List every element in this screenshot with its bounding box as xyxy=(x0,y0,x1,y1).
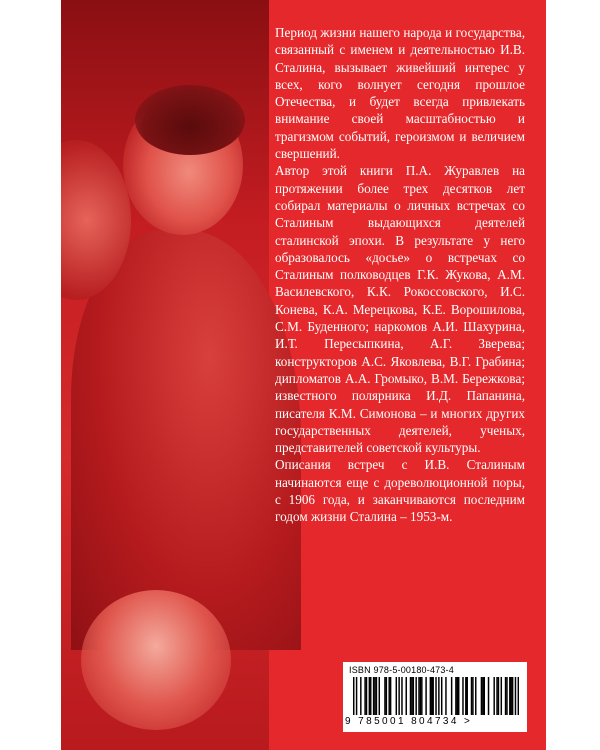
barcode-bar xyxy=(457,677,458,715)
barcode-bar xyxy=(493,677,494,715)
barcode-bar xyxy=(484,677,485,715)
barcode-bar xyxy=(471,677,472,715)
barcode-bar xyxy=(438,677,439,715)
barcode-bar xyxy=(475,677,476,715)
barcode-bar xyxy=(420,677,421,715)
barcode-bar xyxy=(431,677,432,715)
barcode-bar xyxy=(356,677,357,715)
barcode-bar xyxy=(451,677,452,715)
barcode-bar xyxy=(430,677,431,715)
annotation-paragraph-1: Период жизни нашего народа и государства, связанный с именем и деятельностью И.В. Сталина, вызывает живейший интерес у всех, кого волнует сегодня прошлое Отечества, и будет всегда привлекать внимание своей масштабностью и трагизмом событий, героизмом и величием свершений. xyxy=(275,25,525,162)
barcode-bar xyxy=(462,677,463,715)
photo-hands xyxy=(81,590,231,730)
barcode-bar xyxy=(465,677,466,715)
annotation-text xyxy=(275,24,525,526)
barcode-bar xyxy=(496,677,497,715)
barcode-bar xyxy=(364,677,365,715)
barcode-bar xyxy=(506,677,507,715)
barcode-bar xyxy=(498,677,499,715)
barcode-bar xyxy=(413,677,414,715)
barcode-bar xyxy=(421,677,422,715)
barcode-bar xyxy=(388,677,389,715)
barcode-bar xyxy=(518,677,519,715)
barcode-bar xyxy=(455,677,456,715)
barcode-bar xyxy=(501,677,502,715)
barcode-bar xyxy=(481,677,482,715)
annotation-paragraph-3: Описания встреч с И.В. Сталиным начинаются еще с дореволюционной поры, с 1906 года, и заканчиваются последним годом жизни Сталина – 1953-м. xyxy=(275,457,525,525)
barcode-bar xyxy=(432,677,433,715)
barcode-bar xyxy=(398,677,399,715)
barcode-bar xyxy=(441,677,442,715)
barcode-bar xyxy=(509,677,510,715)
barcode-bars xyxy=(353,677,519,715)
book-back-cover xyxy=(61,0,546,750)
barcode-bar xyxy=(396,677,397,715)
barcode-bar xyxy=(458,677,459,715)
barcode-bar xyxy=(366,677,367,715)
barcode-bar xyxy=(467,677,468,715)
barcode-bar xyxy=(510,677,511,715)
barcode-bar xyxy=(370,677,371,715)
stalin-photo xyxy=(61,0,269,750)
barcode-bar xyxy=(379,677,380,715)
barcode-bar xyxy=(488,677,489,715)
barcode-bar xyxy=(411,677,412,715)
barcode-bar xyxy=(472,677,473,715)
barcode-bar xyxy=(373,677,374,715)
barcode-bar xyxy=(512,677,513,715)
barcode-digits: 9 785001 804734 > xyxy=(345,716,473,727)
barcode-bar xyxy=(515,677,516,715)
barcode-bar xyxy=(401,677,402,715)
barcode-bar xyxy=(406,677,407,715)
photo-figure-hair xyxy=(135,85,245,155)
barcode-bar xyxy=(410,677,411,715)
barcode-bar xyxy=(505,677,506,715)
barcode-bar xyxy=(360,677,361,715)
barcode-bar xyxy=(390,677,391,715)
barcode-bar xyxy=(445,677,446,715)
barcode-bar xyxy=(353,677,354,715)
barcode-bar xyxy=(435,677,436,715)
barcode-bar xyxy=(376,677,377,715)
barcode-bar xyxy=(369,677,370,715)
isbn-label: ISBN 978-5-00180-473-4 xyxy=(349,665,454,675)
barcode-bar xyxy=(386,677,387,715)
barcode-bar xyxy=(384,677,385,715)
photo-figure-body xyxy=(71,230,301,650)
barcode-bar xyxy=(418,677,419,715)
barcode-bar xyxy=(374,677,375,715)
isbn-barcode xyxy=(343,662,527,732)
annotation-paragraph-2: Автор этой книги П.А. Журавлев на протяжении более трех десятков лет собирал материалы о личных встречах со Сталиным выдающихся деятелей сталинской эпохи. В результате у него образовалось «досье» о встречах со Сталиным полководцев Г.К. Жукова, А.М. Василевского, К.К. Рокоссовского, И.С. Конева, К.А. Мерецкова, К.Е. Ворошилова, С.М. Буденного; наркомов А.И. Шахурина, И.Т. Пересыпкина, А.Г. Зверева; конструкторов А.С. Яковлева, В.Г. Грабина; дипломатов А.А. Громыко, В.М. Бережкова; известного полярника И.Д. Папанина, писателя К.М. Симонова – и многих других государственных деятелей, ученых, представителей советской культуры. xyxy=(275,163,525,456)
barcode-bar xyxy=(482,677,483,715)
barcode-bar xyxy=(425,677,426,715)
barcode-bar xyxy=(415,677,416,715)
